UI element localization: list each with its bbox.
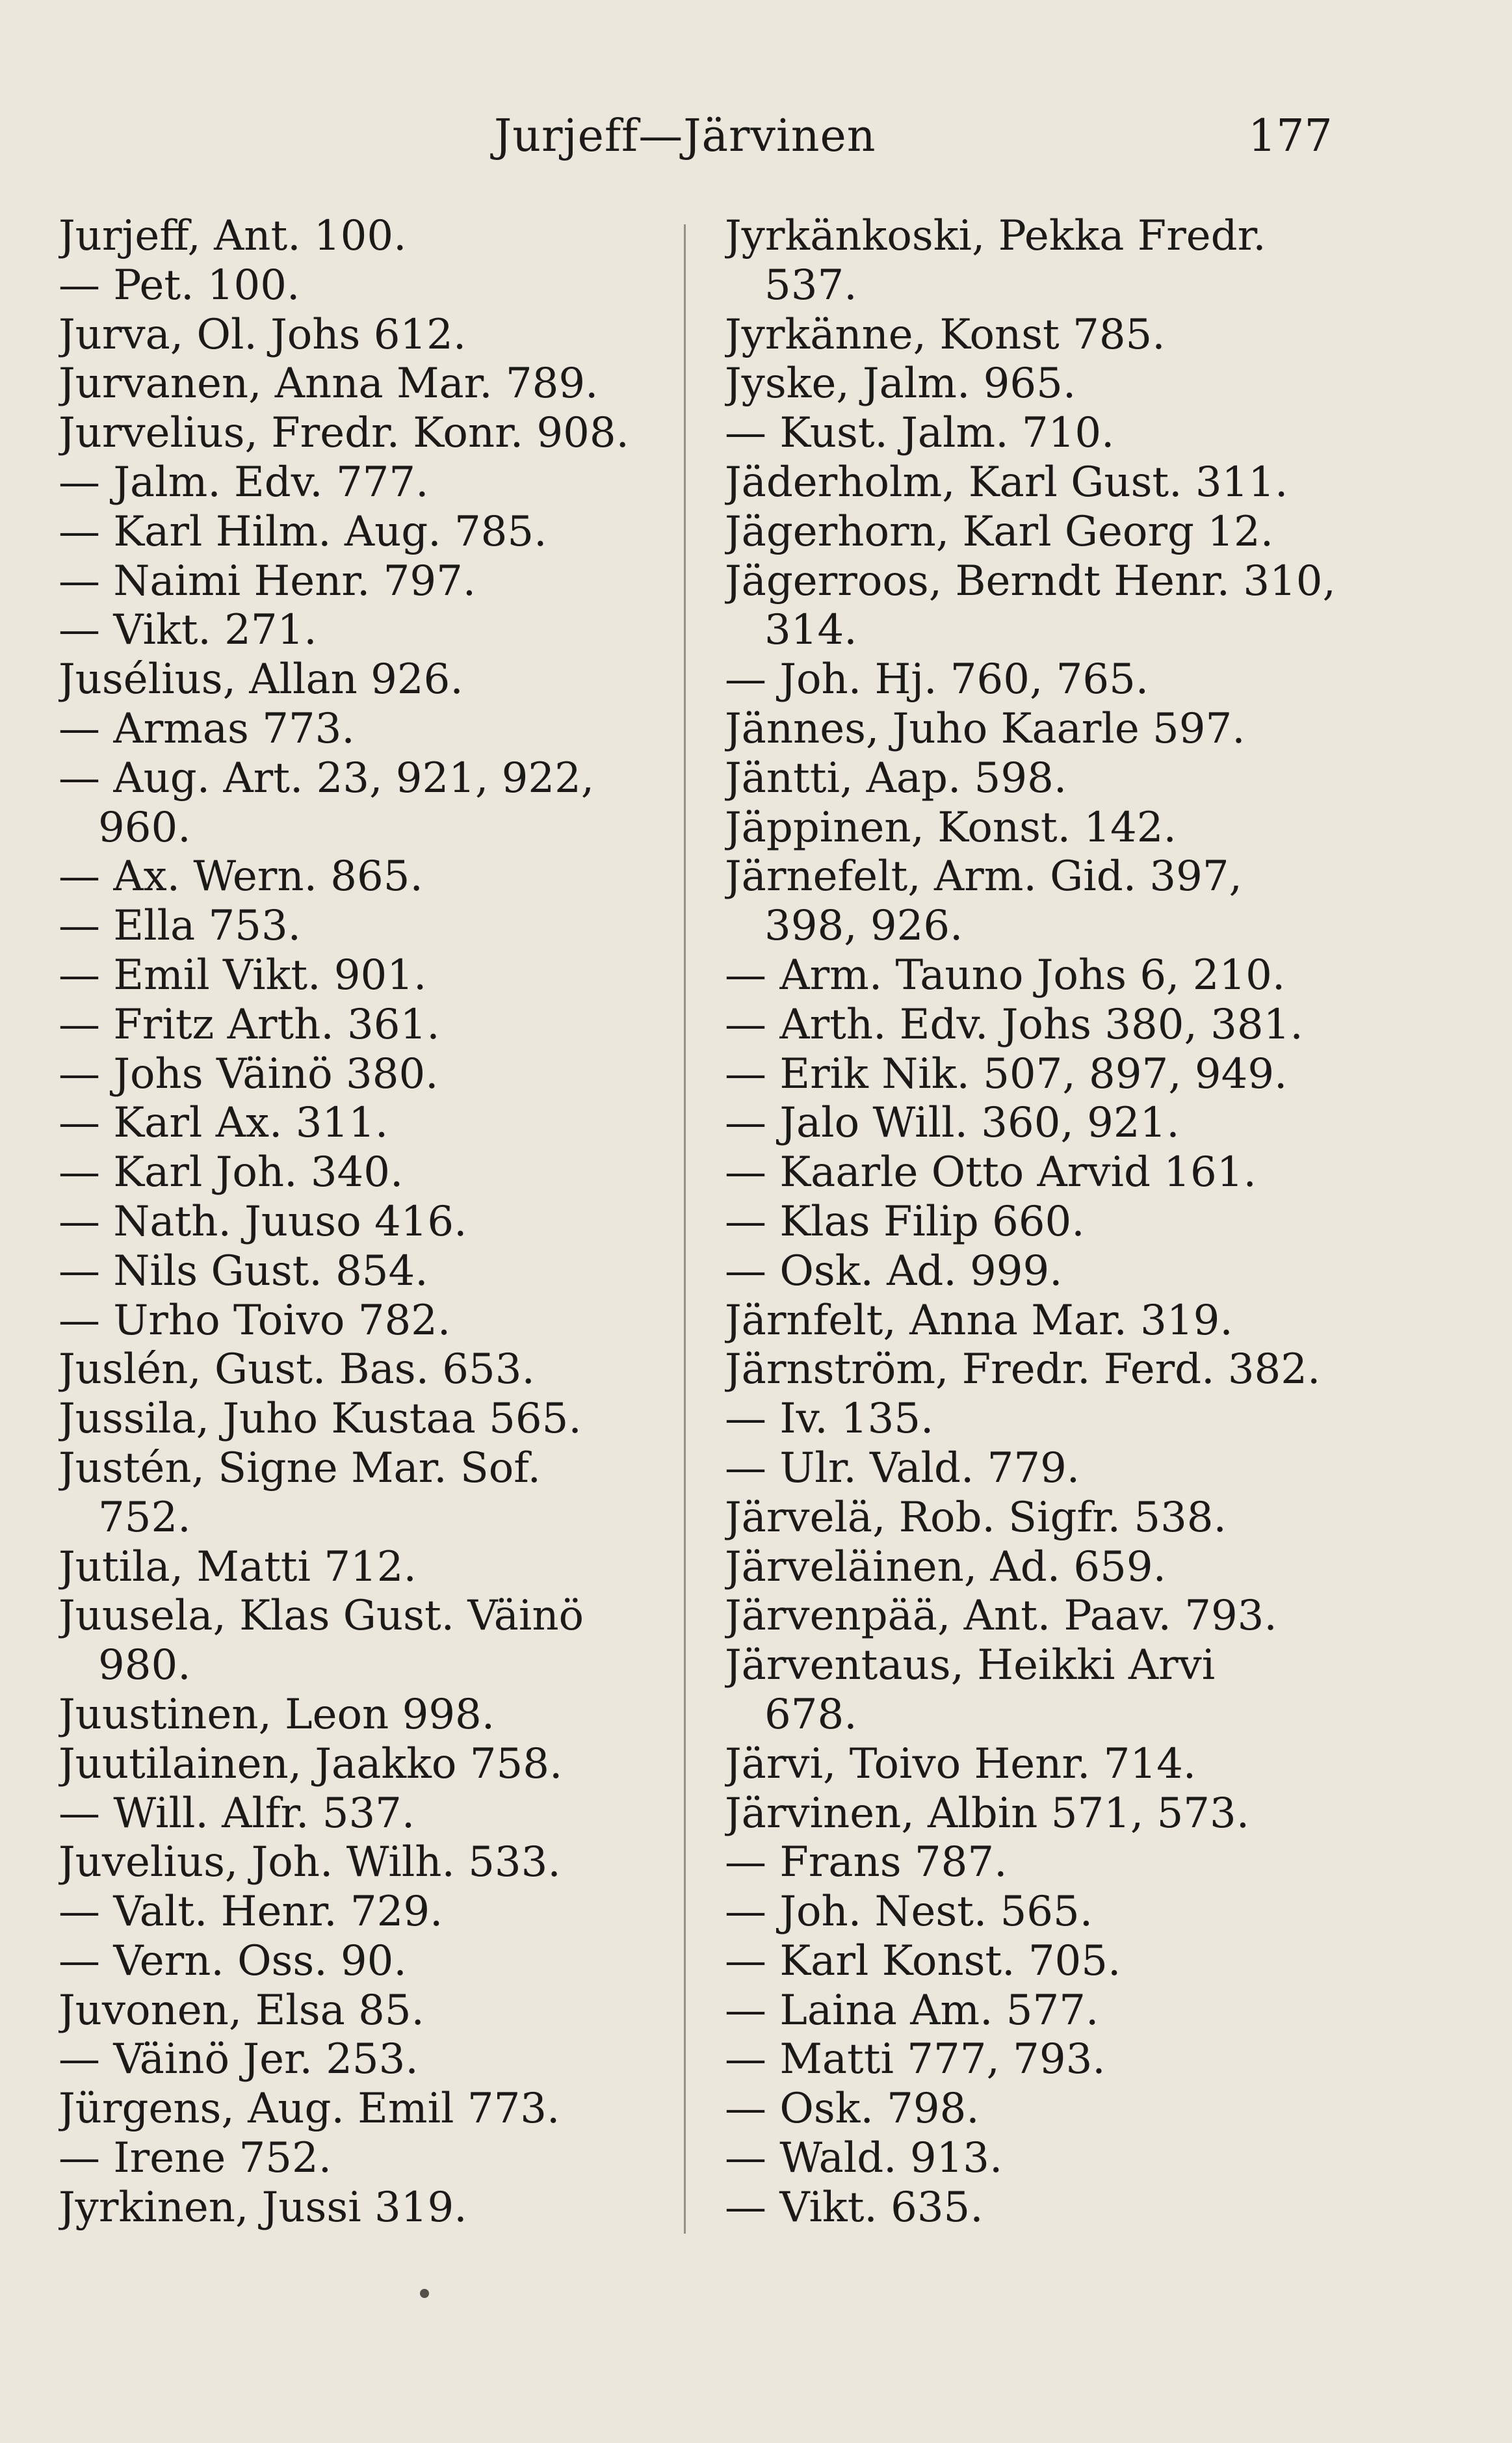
index-entry: Järnefelt, Arm. Gid. 397, (725, 852, 1242, 901)
index-entry: — Armas 773. (59, 704, 355, 753)
index-entry: Jürgens, Aug. Emil 773. (59, 2085, 560, 2133)
index-entry: — Kaarle Otto Arvid 161. (725, 1148, 1257, 1197)
index-entry: Juusela, Klas Gust. Väinö (59, 1592, 584, 1641)
index-entry: Jäntti, Aap. 598. (725, 754, 1067, 802)
index-entry: — Osk. 798. (725, 2085, 980, 2133)
index-entry: Jurvanen, Anna Mar. 789. (59, 360, 599, 408)
index-entry: — Karl Joh. 340. (59, 1148, 404, 1197)
index-entry: Järvelä, Rob. Sigfr. 538. (725, 1493, 1227, 1542)
index-entry: — Emil Vikt. 901. (59, 951, 427, 999)
index-entry: — Arm. Tauno Johs 6, 210. (725, 951, 1286, 999)
index-entry: Jyrkinen, Jussi 319. (59, 2183, 467, 2232)
index-entry: — Urho Toivo 782. (59, 1296, 451, 1345)
index-entry: Järventaus, Heikki Arvi (725, 1641, 1216, 1690)
index-entry: Jutila, Matti 712. (59, 1542, 417, 1591)
index-entry: Juvelius, Joh. Wilh. 533. (59, 1838, 561, 1887)
index-entry: — Ella 753. (59, 902, 301, 951)
index-entry: Juustinen, Leon 998. (59, 1690, 495, 1739)
index-entry: Jussila, Juho Kustaa 565. (59, 1395, 582, 1444)
index-entry: — Klas Filip 660. (725, 1197, 1085, 1246)
index-entry: — Ulr. Vald. 779. (725, 1444, 1080, 1492)
index-entry: — Karl Ax. 311. (59, 1099, 389, 1148)
index-entry: 678. (725, 1690, 857, 1739)
index-entry: — Frans 787. (725, 1838, 1008, 1887)
index-entry: Jyrkänne, Konst 785. (725, 310, 1166, 359)
index-entry: — Kust. Jalm. 710. (725, 409, 1115, 458)
index-entry: Jägerhorn, Karl Georg 12. (725, 507, 1274, 556)
index-entry: Järvi, Toivo Henr. 714. (725, 1739, 1197, 1788)
index-entry: — Jalo Will. 360, 921. (725, 1099, 1180, 1148)
index-entry: — Iv. 135. (725, 1395, 934, 1444)
index-entry: Jurva, Ol. Johs 612. (59, 310, 467, 359)
index-entry: 960. (59, 803, 191, 852)
index-entry: 398, 926. (725, 902, 963, 951)
index-entry: — Vikt. 271. (59, 606, 317, 655)
index-entry: 314. (725, 606, 857, 655)
index-entry: — Karl Konst. 705. (725, 1936, 1121, 1985)
index-entry: Järvinen, Albin 571, 573. (725, 1789, 1250, 1838)
left-index-column (59, 212, 670, 2233)
right-index-column (725, 212, 1479, 2233)
index-entry: Justén, Signe Mar. Sof. (59, 1444, 541, 1492)
index-entry: — Karl Hilm. Aug. 785. (59, 507, 547, 556)
index-entry: — Pet. 100. (59, 261, 300, 310)
index-entry: — Joh. Hj. 760, 765. (725, 655, 1149, 704)
index-entry: — Vikt. 635. (725, 2183, 984, 2232)
index-entry: Juslén, Gust. Bas. 653. (59, 1345, 535, 1394)
index-entry: — Irene 752. (59, 2134, 332, 2183)
index-entry: Jusélius, Allan 926. (59, 655, 463, 704)
index-entry: Jyske, Jalm. 965. (725, 360, 1076, 408)
index-entry: — Vern. Oss. 90. (59, 1936, 407, 1985)
index-entry: — Valt. Henr. 729. (59, 1888, 443, 1936)
index-entry: Jyrkänkoski, Pekka Fredr. (725, 212, 1266, 260)
index-entry: — Fritz Arth. 361. (59, 1000, 440, 1049)
index-entry: — Nath. Juuso 416. (59, 1197, 467, 1246)
index-entry: Jännes, Juho Kaarle 597. (725, 704, 1245, 753)
index-entry: — Laina Am. 577. (725, 1986, 1099, 2035)
index-entry: — Wald. 913. (725, 2134, 1003, 2183)
index-entry: Jäppinen, Konst. 142. (725, 803, 1177, 852)
index-entry: — Joh. Nest. 565. (725, 1888, 1093, 1936)
index-entry: — Väinö Jer. 253. (59, 2035, 419, 2084)
index-entry: 537. (725, 261, 857, 310)
index-entry: Juutilainen, Jaakko 758. (59, 1739, 563, 1788)
index-entry: Järnström, Fredr. Ferd. 382. (725, 1345, 1321, 1394)
running-header: Jurjeff—Järvinen (494, 111, 876, 162)
index-entry: Järveläinen, Ad. 659. (725, 1542, 1166, 1591)
ink-dot (420, 2289, 429, 2298)
index-entry: — Erik Nik. 507, 897, 949. (725, 1050, 1288, 1098)
index-entry: 752. (59, 1493, 191, 1542)
index-entry: — Matti 777, 793. (725, 2035, 1106, 2084)
index-entry: Järvenpää, Ant. Paav. 793. (725, 1592, 1277, 1641)
index-entry: — Naimi Henr. 797. (59, 557, 476, 605)
index-entry: Jurvelius, Fredr. Konr. 908. (59, 409, 629, 458)
index-entry: — Will. Alfr. 537. (59, 1789, 415, 1838)
index-entry: — Arth. Edv. Johs 380, 381. (725, 1000, 1303, 1049)
index-entry: — Nils Gust. 854. (59, 1247, 428, 1295)
column-divider (684, 224, 686, 2234)
index-entry: — Jalm. Edv. 777. (59, 458, 429, 507)
index-entry: — Ax. Wern. 865. (59, 852, 423, 901)
index-entry: — Osk. Ad. 999. (725, 1247, 1063, 1295)
index-entry: Jurjeff, Ant. 100. (59, 212, 407, 260)
index-entry: Juvonen, Elsa 85. (59, 1986, 424, 2035)
page-number: 177 (1248, 111, 1333, 162)
index-entry: Jägerroos, Berndt Henr. 310, (725, 557, 1336, 605)
index-entry: 980. (59, 1641, 191, 1690)
index-entry: — Johs Väinö 380. (59, 1050, 439, 1098)
index-entry: — Aug. Art. 23, 921, 922, (59, 754, 595, 802)
index-entry: Jäderholm, Karl Gust. 311. (725, 458, 1288, 507)
index-entry: Järnfelt, Anna Mar. 319. (725, 1296, 1233, 1345)
